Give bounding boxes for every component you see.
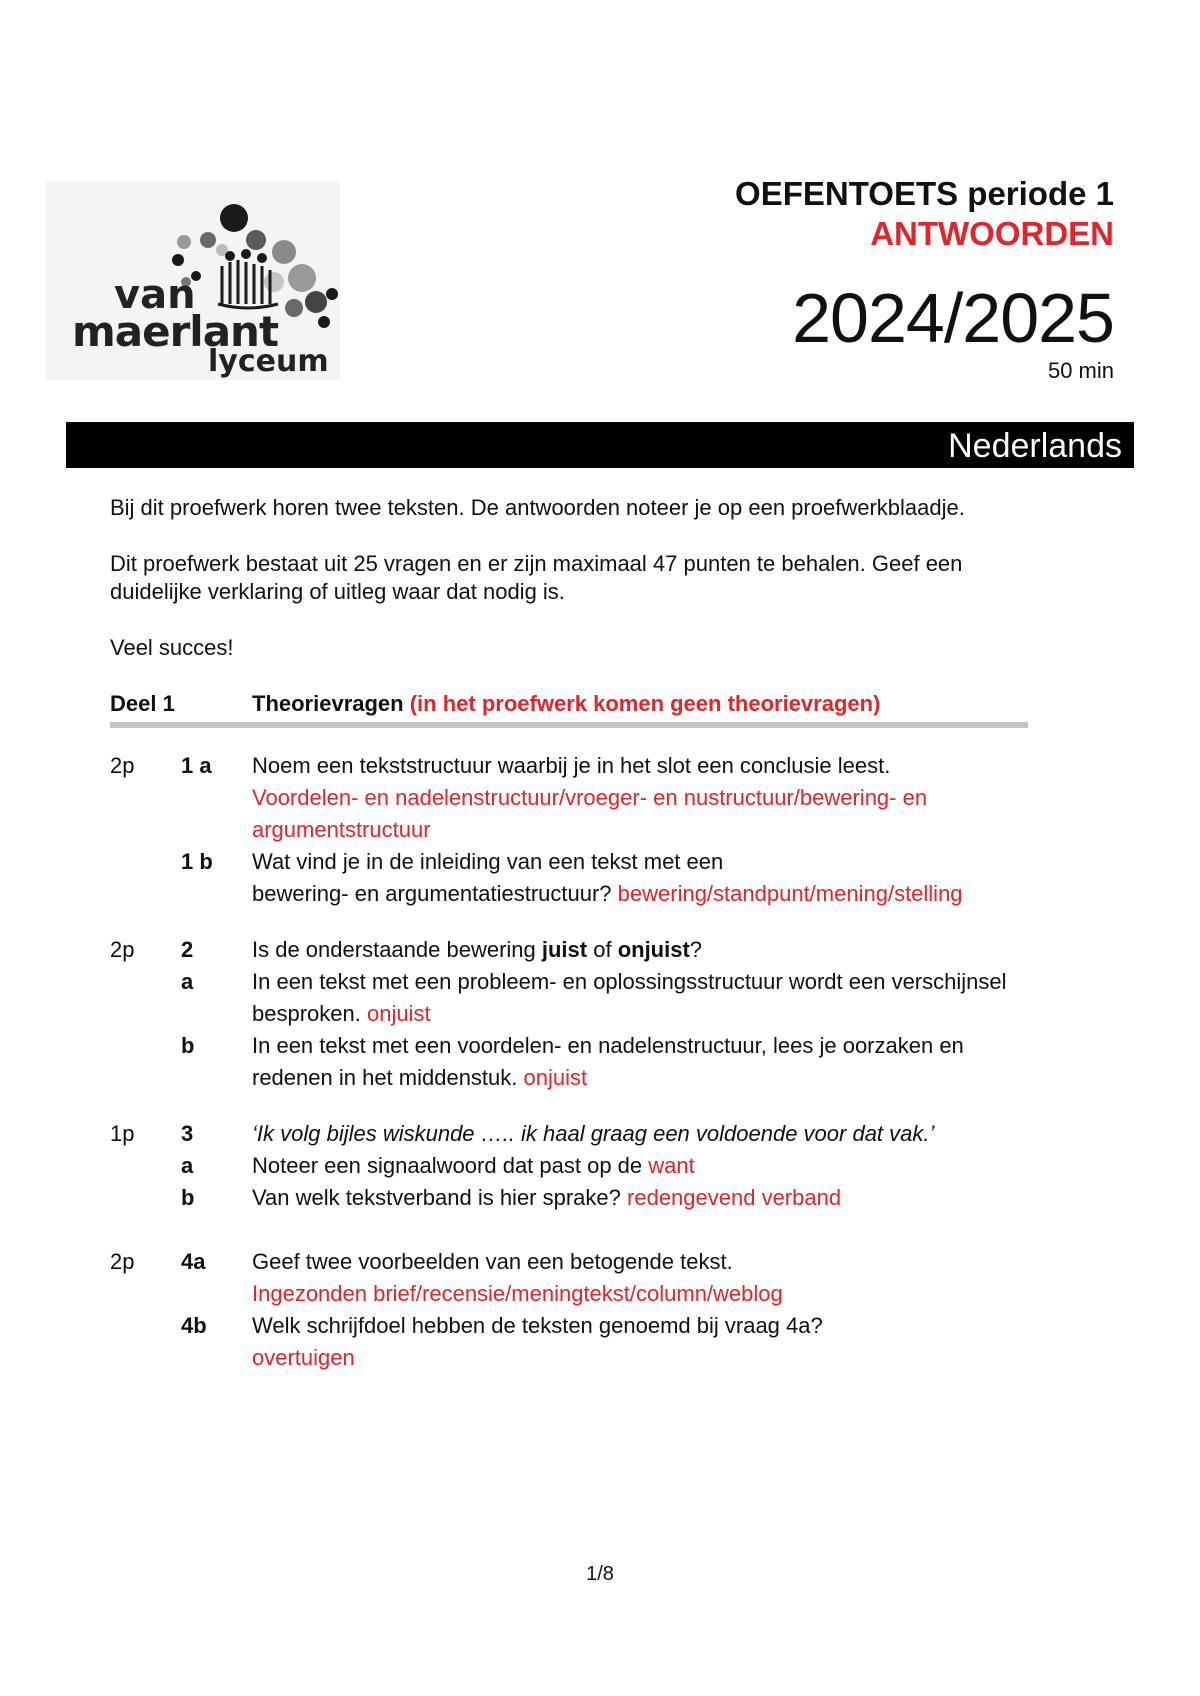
q1a-answer-line-1: Voordelen- en nadelenstructuur/vroeger- en nustructuur/bewering- en [252,785,928,810]
q3-number: 3 [181,1121,194,1146]
page-number: 1/8 [586,1563,614,1585]
q2a-statement-line-1: In een tekst met een probleem- en oplossingsstructuur wordt een verschijnsel [252,969,1007,994]
subject-bar: Nederlands [66,422,1134,468]
q3b-number: b [181,1185,195,1210]
q3a-question-text: Noteer een signaalwoord dat past op de [252,1153,643,1178]
q2-points: 2p [110,937,135,962]
q2-text-juist: juist [541,937,588,962]
logo-text-maerlant: maerlant [72,307,279,356]
q1b-question-text: bewering- en argumentatiestructuur? [252,881,612,906]
intro-closing: Veel succes! [110,635,234,660]
q2-number: 2 [181,937,194,962]
q2-question [252,934,702,966]
q1-points: 2p [110,753,135,778]
q2-text-mid: of [587,937,618,962]
test-duration: 50 min [1047,358,1114,383]
test-title: OEFENTOETS periode 1 [735,175,1114,212]
q4a-number: 4a [181,1249,206,1274]
q3-points: 1p [110,1121,135,1146]
q1b-answer: bewering/standpunt/mening/stelling [617,881,963,906]
q2-text-post: ? [689,937,703,962]
logo-wordmark [46,182,340,380]
q1b-question-line-2 [252,878,963,910]
q3b-answer: redengevend verband [627,1185,842,1210]
q3b-question [252,1182,841,1214]
logo-text-lyceum: lyceum [208,344,329,379]
q1a-answer-line-2: argumentstructuur [252,817,431,842]
section-divider [110,722,1028,728]
q3-quote: ‘Ik volg bijles wiskunde ….. ik haal graag een voldoende voor dat vak.’ [252,1121,935,1146]
q2-text-onjuist: onjuist [617,937,690,962]
answers-label: ANTWOORDEN [870,215,1114,252]
q2a-statement-line-2 [252,998,431,1030]
intro-paragraph-1: Bij dit proefwerk horen twee teksten. De antwoorden noteer je op een proefwerkblaadje. [110,495,965,520]
q1a-number: 1 a [181,753,212,778]
q2b-statement-line-2 [252,1062,587,1094]
q3a-number: a [181,1153,194,1178]
school-year: 2024/2025 [792,279,1114,357]
q2a-number: a [181,969,194,994]
q3a-answer: want [648,1153,695,1178]
q2a-answer: onjuist [366,1001,431,1026]
q4b-number: 4b [181,1313,207,1338]
q4-points: 2p [110,1249,135,1274]
q2b-statement-line-1: In een tekst met een voordelen- en nadelenstructuur, lees je oorzaken en [252,1033,964,1058]
q2-text-pre: Is de onderstaande bewering [252,937,542,962]
q1a-question: Noem een tekststructuur waarbij je in het slot een conclusie leest. [252,753,891,778]
section-title-text: Theorievragen [252,691,404,716]
q2b-number: b [181,1033,195,1058]
q3b-question-text: Van welk tekstverband is hier sprake? [252,1185,621,1210]
q1b-number: 1 b [181,849,213,874]
q2a-statement-text: besproken. [252,1001,361,1026]
intro-paragraph-2-line-2: duidelijke verklaring of uitleg waar dat nodig is. [110,579,565,604]
document-header [735,174,1114,384]
q4a-answer: Ingezonden brief/recensie/meningtekst/column/weblog [252,1281,783,1306]
school-logo [46,182,340,380]
q1b-question-line-1: Wat vind je in de inleiding van een tekst met een [252,849,724,874]
q2b-statement-text: redenen in het middenstuk. [252,1065,518,1090]
q4a-question: Geef twee voorbeelden van een betogende tekst. [252,1249,733,1274]
q2b-answer: onjuist [523,1065,588,1090]
section-label: Deel 1 [110,691,175,716]
intro-paragraph-2-line-1: Dit proefwerk bestaat uit 25 vragen en er zijn maximaal 47 punten te behalen. Geef een [110,551,963,576]
section-title [252,690,880,718]
q4b-question: Welk schrijfdoel hebben de teksten genoemd bij vraag 4a? [252,1313,823,1338]
logo-text-van: van [114,272,196,318]
section-note: (in het proefwerk komen geen theorievragen) [409,691,881,716]
q4b-answer: overtuigen [252,1345,355,1370]
q3a-question [252,1150,695,1182]
